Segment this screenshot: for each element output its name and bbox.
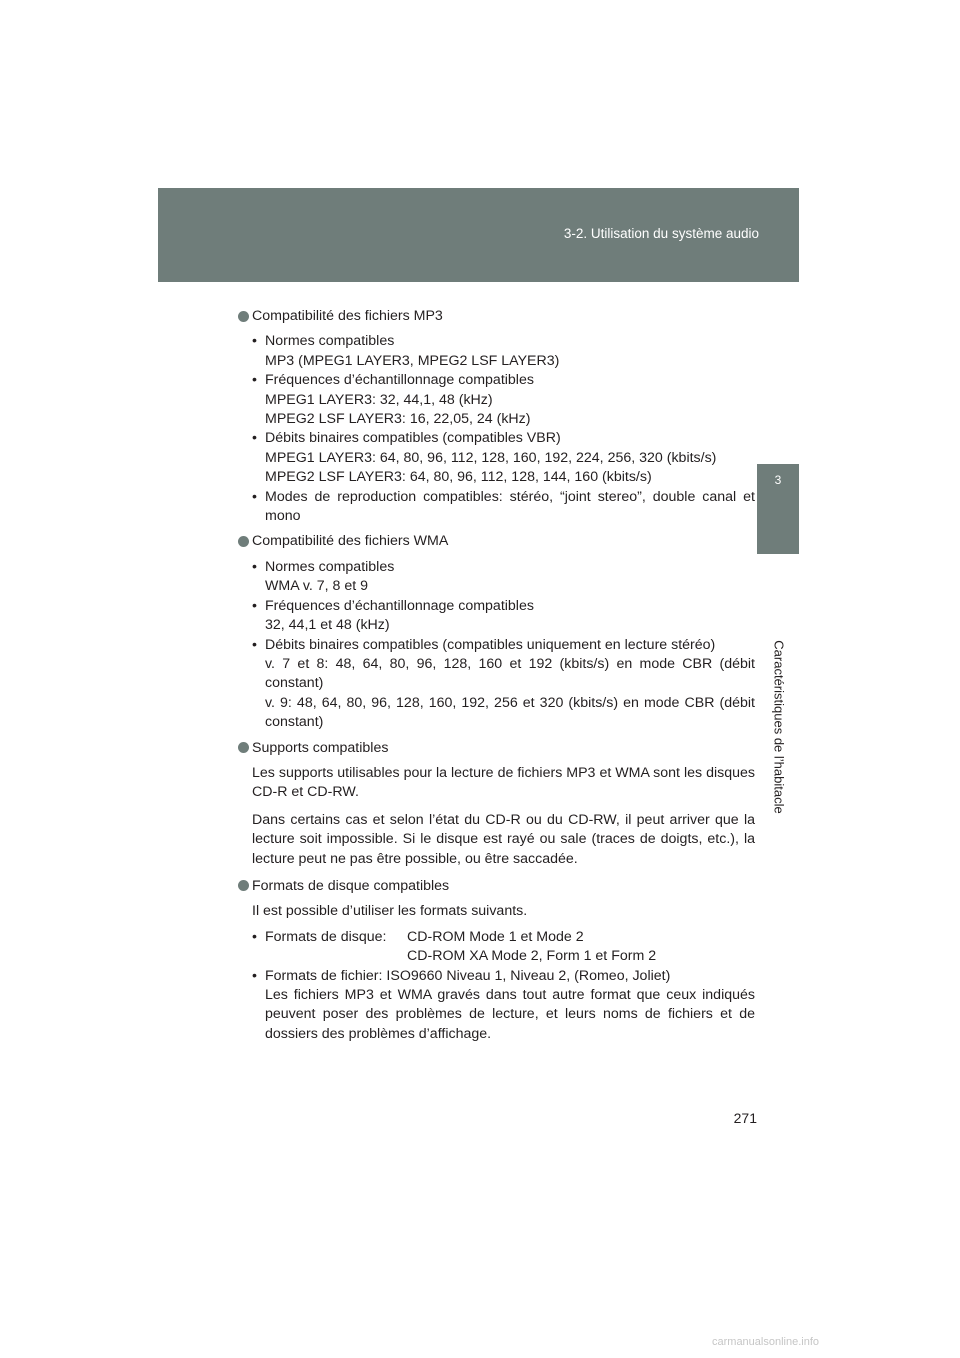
list-item bbox=[252, 597, 755, 636]
item-label: • Fréquences d’échantillonnage compatibles bbox=[265, 597, 534, 614]
section-title: 3-2. Utilisation du système audio bbox=[563, 226, 759, 241]
chapter-tab bbox=[757, 464, 799, 554]
formats-list bbox=[252, 928, 755, 1044]
list-item bbox=[252, 371, 755, 429]
mp3-list bbox=[252, 332, 755, 526]
item-value: v. 7 et 8: 48, 64, 80, 96, 128, 160 et 192 (kbits/s) en mode CBR (débit constant) bbox=[265, 655, 755, 692]
chapter-label-text: Caractéristiques de l’habitacle bbox=[771, 640, 787, 814]
item-label: • Formats de disque: bbox=[265, 928, 387, 945]
chapter-number: 3 bbox=[774, 473, 782, 487]
item-value: MPEG2 LSF LAYER3: 64, 80, 96, 112, 128, 144, 160 (kbits/s) bbox=[265, 469, 652, 486]
list-item bbox=[252, 488, 755, 527]
item-value: MPEG1 LAYER3: 64, 80, 96, 112, 128, 160, 192, 224, 256, 320 (kbits/s) bbox=[265, 449, 717, 466]
paragraph: Dans certains cas et selon l’état du CD-R ou du CD-RW, il peut arriver que la lecture soit impossible. Si le disque est rayé ou sale (traces de doigts, etc.), la lecture peut ne pas être possible, ou être saccadée. bbox=[252, 811, 755, 867]
item-value: v. 9: 48, 64, 80, 96, 128, 160, 192, 256 et 320 (kbits/s) en mode CBR (débit constant) bbox=[265, 694, 755, 731]
page-number: 271 bbox=[733, 1110, 757, 1126]
item-value: CD-ROM XA Mode 2, Form 1 et Form 2 bbox=[407, 948, 657, 965]
paragraph: Les supports utilisables pour la lecture de fichiers MP3 et WMA sont les disques CD-R et CD-RW. bbox=[252, 764, 755, 801]
section-heading-wma bbox=[238, 532, 755, 551]
header-band bbox=[158, 188, 799, 282]
page-content bbox=[238, 307, 755, 1050]
item-value: MPEG1 LAYER3: 32, 44,1, 48 (kHz) bbox=[265, 391, 493, 408]
wma-list bbox=[252, 558, 755, 733]
section-heading-text: Formats de disque compatibles bbox=[252, 877, 450, 894]
list-item bbox=[252, 429, 755, 487]
disc-format-values bbox=[407, 928, 755, 967]
section-heading-mp3 bbox=[238, 307, 755, 326]
list-item bbox=[252, 636, 755, 733]
item-label: • Formats de fichier: ISO9660 Niveau 1, Niveau 2, (Romeo, Joliet) bbox=[265, 967, 671, 984]
item-value: Les fichiers MP3 et WMA gravés dans tout autre format que ceux indiqués peuvent poser des problèmes de lecture, et leurs noms de fichiers et de dossiers des problèmes d’affichage. bbox=[265, 987, 755, 1042]
section-heading-text: Compatibilité des fichiers WMA bbox=[252, 533, 449, 550]
list-item bbox=[252, 928, 755, 967]
item-label: • Normes compatibles bbox=[265, 558, 395, 575]
item-label: • Débits binaires compatibles (compatibles uniquement en lecture stéréo) bbox=[265, 636, 716, 653]
section-heading-text: Compatibilité des fichiers MP3 bbox=[252, 308, 443, 324]
item-label: • Fréquences d’échantillonnage compatibles bbox=[265, 372, 534, 389]
section-heading-text: Supports compatibles bbox=[252, 739, 389, 756]
item-label: • Débits binaires compatibles (compatibles VBR) bbox=[265, 430, 561, 447]
disc-format-row bbox=[265, 928, 755, 967]
section-heading-formats bbox=[238, 877, 755, 896]
item-label: Modes de reproduction compatibles: stéréo, “joint stereo”, double canal et mono bbox=[265, 488, 755, 525]
item-value: WMA v. 7, 8 et 9 bbox=[265, 578, 369, 595]
item-value: MPEG2 LSF LAYER3: 16, 22,05, 24 (kHz) bbox=[265, 411, 531, 428]
item-value: 32, 44,1 et 48 (kHz) bbox=[265, 617, 390, 634]
chapter-label bbox=[764, 632, 794, 822]
section-heading-media bbox=[238, 739, 755, 758]
list-item bbox=[252, 332, 755, 371]
item-value: MP3 (MPEG1 LAYER3, MPEG2 LSF LAYER3) bbox=[265, 352, 560, 369]
paragraph: Il est possible d’utiliser les formats suivants. bbox=[252, 903, 528, 920]
list-item bbox=[252, 967, 755, 1045]
list-item bbox=[252, 558, 755, 597]
item-value: CD-ROM Mode 1 et Mode 2 bbox=[407, 928, 584, 945]
watermark: carmanualsonline.info bbox=[712, 1336, 820, 1348]
item-label: • Normes compatibles bbox=[265, 333, 395, 350]
